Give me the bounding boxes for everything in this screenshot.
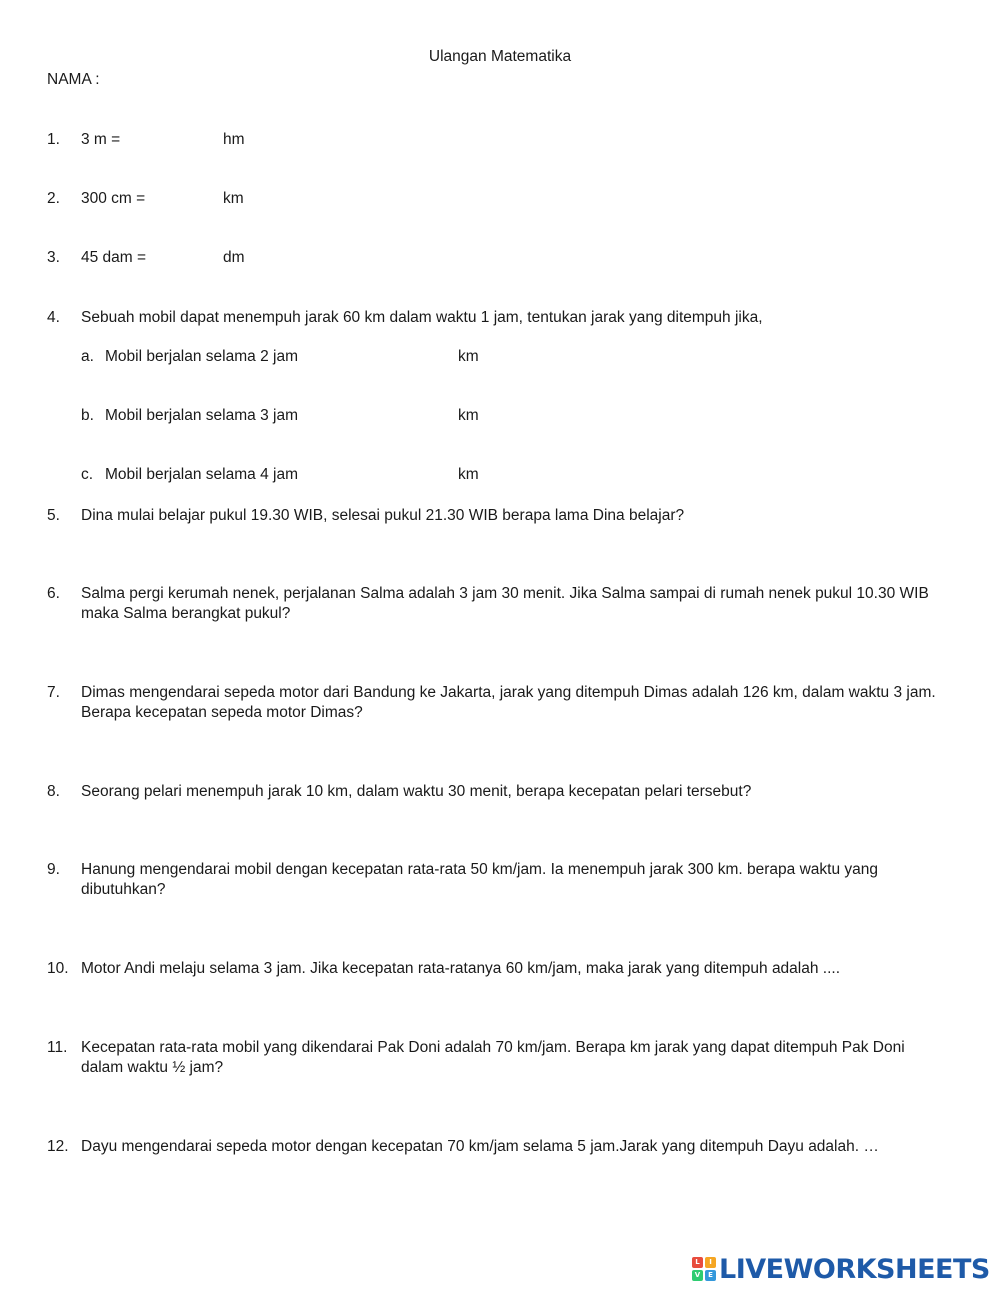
question-number: 2. <box>47 190 60 207</box>
page-title: Ulangan Matematika <box>428 48 572 65</box>
question-number: 5. <box>47 507 60 524</box>
question-text: Sebuah mobil dapat menempuh jarak 60 km dalam waktu 1 jam, tentukan jarak yang ditempuh jika, <box>81 309 763 326</box>
subpart-label: b. <box>81 407 94 424</box>
question-text: Motor Andi melaju selama 3 jam. Jika kecepatan rata-ratanya 60 km/jam, maka jarak yang ditempuh adalah .... <box>81 960 841 977</box>
question-number: 8. <box>47 783 60 800</box>
conversion-expression: 300 cm = <box>81 190 146 207</box>
logo-tile: E <box>705 1270 716 1281</box>
question-text: Seorang pelari menempuh jarak 10 km, dalam waktu 30 menit, berapa kecepatan pelari tersebut? <box>81 783 752 800</box>
question-text: Dina mulai belajar pukul 19.30 WIB, selesai pukul 21.30 WIB berapa lama Dina belajar? <box>81 507 685 524</box>
subpart-label: c. <box>81 466 94 483</box>
name-label: NAMA : <box>47 71 100 88</box>
subpart-text: Mobil berjalan selama 2 jam <box>105 348 298 365</box>
subpart-unit: km <box>458 407 479 424</box>
conversion-unit: hm <box>223 131 245 148</box>
question-text: Dayu mengendarai sepeda motor dengan kecepatan 70 km/jam selama 5 jam.Jarak yang ditempuh Dayu adalah. … <box>81 1138 879 1155</box>
question-text: Hanung mengendarai mobil dengan kecepatan rata-rata 50 km/jam. Ia menempuh jarak 300 km. berapa waktu yang dibutuhkan? <box>81 861 878 898</box>
question-number: 3. <box>47 249 60 266</box>
logo-tile: V <box>692 1270 703 1281</box>
subpart-unit: km <box>458 348 479 365</box>
question-number: 7. <box>47 684 60 701</box>
subpart-text: Mobil berjalan selama 3 jam <box>105 407 298 424</box>
conversion-expression: 3 m = <box>81 131 121 148</box>
subpart-label: a. <box>81 348 94 365</box>
question-text: Dimas mengendarai sepeda motor dari Bandung ke Jakarta, jarak yang ditempuh Dimas adalah 126 km, dalam waktu 3 jam. Berapa kecepatan sepeda motor Dimas? <box>81 684 936 721</box>
conversion-expression: 45 dam = <box>81 249 147 266</box>
question-number: 6. <box>47 585 60 602</box>
question-text: Salma pergi kerumah nenek, perjalanan Salma adalah 3 jam 30 menit. Jika Salma sampai di rumah nenek pukul 10.30 WIB maka Salma berangkat pukul? <box>81 585 929 622</box>
question-number: 11. <box>47 1039 68 1056</box>
conversion-unit: km <box>223 190 244 207</box>
subpart-text: Mobil berjalan selama 4 jam <box>105 466 298 483</box>
logo-text: LIVEWORKSHEETS <box>719 1253 990 1285</box>
conversion-unit: dm <box>223 249 245 266</box>
liveworksheets-logo <box>692 1252 990 1286</box>
subpart-unit: km <box>458 466 479 483</box>
question-text: Kecepatan rata-rata mobil yang dikendarai Pak Doni adalah 70 km/jam. Berapa km jarak yang dapat ditempuh Pak Doni dalam waktu ½ jam? <box>81 1039 905 1076</box>
question-number: 10. <box>47 960 69 977</box>
logo-tile: I <box>705 1257 716 1268</box>
question-number: 12. <box>47 1138 69 1155</box>
question-number: 4. <box>47 309 60 326</box>
question-number: 9. <box>47 861 60 878</box>
logo-tiles-icon <box>692 1257 716 1281</box>
logo-tile: L <box>692 1257 703 1268</box>
question-number: 1. <box>47 131 60 148</box>
